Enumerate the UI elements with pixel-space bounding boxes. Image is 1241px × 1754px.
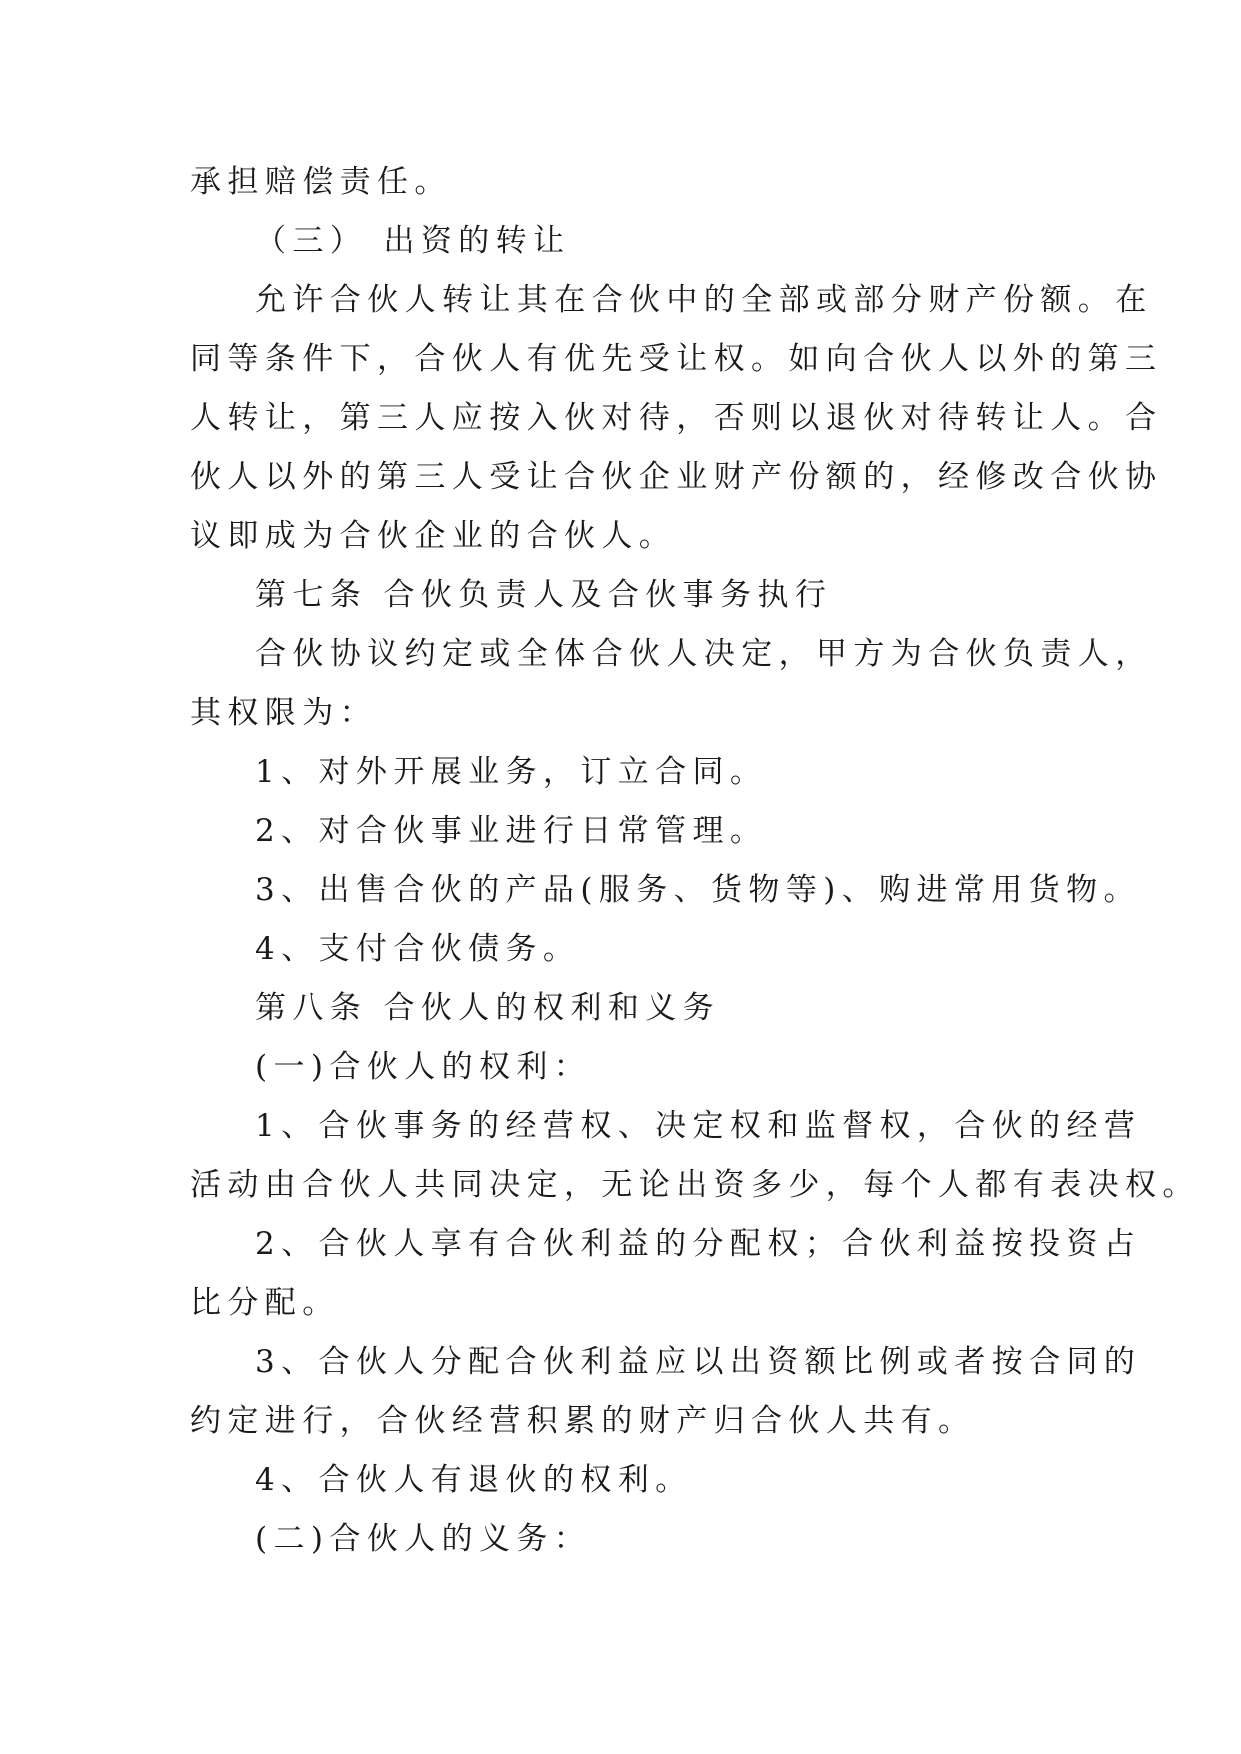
paragraph-line: 比分配。 [190, 1285, 340, 1321]
list-item: 3、合伙人分配合伙利益应以出资额比例或者按合同的 [255, 1344, 1142, 1380]
paragraph-line: 活动由合伙人共同决定，无论出资多少，每个人都有表决权。 [190, 1167, 1200, 1203]
paragraph-line: 合伙协议约定或全体合伙人决定，甲方为合伙负责人， [255, 636, 1153, 672]
text-line: 承担赔偿责任。 [190, 164, 452, 200]
subsection-heading: (二)合伙人的义务： [255, 1521, 592, 1557]
subsection-heading: (一)合伙人的权利： [255, 1049, 592, 1085]
list-item: 2、对合伙事业进行日常管理。 [255, 813, 768, 849]
list-item: 1、对外开展业务，订立合同。 [255, 754, 768, 790]
list-item: 4、支付合伙债务。 [255, 931, 581, 967]
article-heading: 第七条 合伙负责人及合伙事务执行 [255, 577, 833, 613]
article-heading: 第八条 合伙人的权利和义务 [255, 990, 721, 1026]
paragraph-line: 伙人以外的第三人受让合伙企业财产份额的，经修改合伙协 [190, 459, 1163, 495]
list-item: 4、合伙人有退伙的权利。 [255, 1462, 693, 1498]
paragraph-line: 允许合伙人转让其在合伙中的全部或部分财产份额。在 [255, 282, 1153, 318]
paragraph-line: 同等条件下，合伙人有优先受让权。如向合伙人以外的第三 [190, 341, 1163, 377]
paragraph-line: 人转让，第三人应按入伙对待，否则以退伙对待转让人。合 [190, 400, 1163, 436]
list-item: 2、合伙人享有合伙利益的分配权；合伙利益按投资占 [255, 1226, 1142, 1262]
paragraph-line: 约定进行，合伙经营积累的财产归合伙人共有。 [190, 1403, 976, 1439]
list-item: 3、出售合伙的产品(服务、货物等)、购进常用货物。 [255, 872, 1141, 908]
paragraph-line: 议即成为合伙企业的合伙人。 [190, 518, 677, 554]
list-item: 1、合伙事务的经营权、决定权和监督权，合伙的经营 [255, 1108, 1142, 1144]
section-heading: （三） 出资的转让 [255, 223, 571, 259]
paragraph-line: 其权限为： [190, 695, 377, 731]
